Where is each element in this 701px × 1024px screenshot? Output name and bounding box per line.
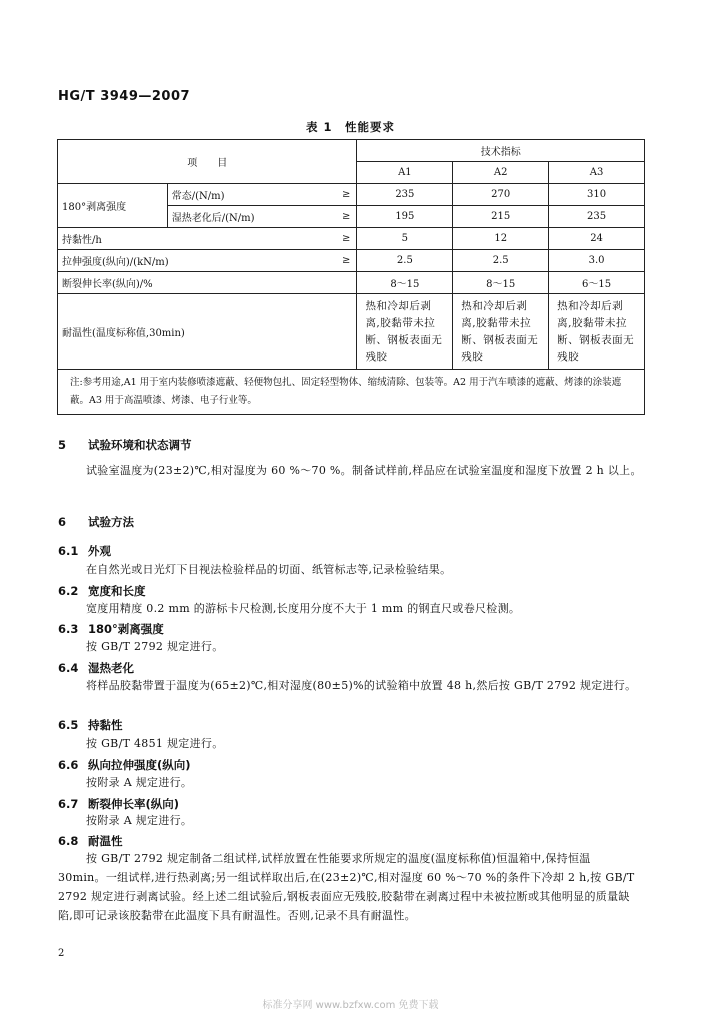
section-6-1-heading: 6.1 外观 (58, 544, 111, 558)
cell-a2: 热和冷却后剥离,胶黏带未拉断、钢板表面无残胶 (453, 294, 549, 370)
row-op: ≥ (317, 228, 357, 250)
col-item-header: 项 目 (58, 140, 357, 184)
row-name: 耐温性(温度标称值,30min) (58, 294, 357, 370)
cell-a3: 235 (549, 206, 645, 228)
row-name: 断裂伸长率(纵向)/% (58, 272, 357, 294)
section-6-8-heading: 6.8 耐温性 (58, 834, 123, 848)
row-op: ≥ (317, 184, 357, 206)
table-row (58, 184, 645, 206)
section-6-6-text: 按附录 A 规定进行。 (86, 776, 193, 789)
performance-table (57, 139, 645, 415)
section-6-3-heading: 6.3 180°剥离强度 (58, 622, 164, 636)
cell-a3: 6～15 (549, 272, 645, 294)
cell-a2: 12 (453, 228, 549, 250)
section-6-heading: 6 试验方法 (58, 515, 134, 529)
section-6-4-heading: 6.4 湿热老化 (58, 661, 134, 675)
section-6-6-heading: 6.6 纵向拉伸强度(纵向) (58, 758, 191, 772)
cell-a1: 195 (357, 206, 453, 228)
cell-a1: 8～15 (357, 272, 453, 294)
cell-a2: 270 (453, 184, 549, 206)
section-6-8-text: 按 GB/T 2792 规定制备二组试样,试样放置在性能要求所规定的温度(温度标称值)恒温箱中,保持恒温 30min。一组试样,进行热剥离;另一组试样取出后,在(23±2)℃,相对湿度 60 %～70 %的条件下冷却 2 h,按 GB/T 2792 规定进行剥离试验。经上述二组试验后,钢板表面应无残胶,胶黏带在剥离过程中未被拉断或其他明显的质量缺陷,即可记录该胶黏带在此温度下具有耐温性。否则,记录不具有耐温性。 (58, 852, 635, 922)
cell-a3: 3.0 (549, 250, 645, 272)
cell-a3: 热和冷却后剥离,胶黏带未拉断、钢板表面无残胶 (549, 294, 645, 370)
table-row (58, 228, 645, 250)
grade-a3: A3 (549, 162, 645, 184)
section-6-5-heading: 6.5 持黏性 (58, 718, 123, 732)
col-tech-header: 技术指标 (357, 140, 645, 162)
table-row (58, 272, 645, 294)
cell-a3: 24 (549, 228, 645, 250)
cell-a1: 5 (357, 228, 453, 250)
cell-a1: 235 (357, 184, 453, 206)
section-6-2-heading: 6.2 宽度和长度 (58, 584, 146, 598)
table-title: 表 1 性能要求 (305, 120, 395, 134)
section-6-3-text: 按 GB/T 2792 规定进行。 (86, 640, 224, 653)
cell-a1: 2.5 (357, 250, 453, 272)
section-6-5-text: 按 GB/T 4851 规定进行。 (86, 737, 224, 750)
row-name: 180°剥离强度 (58, 184, 168, 228)
standard-code: HG/T 3949—2007 (58, 89, 191, 104)
row-name: 拉伸强度(纵向)/(kN/m) (58, 250, 318, 272)
section-5-text: 试验室温度为(23±2)℃,相对湿度为 60 %～70 %。制备试样前,样品应在试验室温度和湿度下放置 2 h 以上。 (86, 464, 642, 477)
page-number: 2 (58, 948, 65, 959)
table-row (58, 250, 645, 272)
table-note-row (58, 370, 645, 415)
row-name: 持黏性/h (58, 228, 318, 250)
cell-a3: 310 (549, 184, 645, 206)
row-op: ≥ (317, 206, 357, 228)
table-header-row (58, 140, 645, 162)
row-op: ≥ (317, 250, 357, 272)
table-row (58, 294, 645, 370)
cell-a2: 2.5 (453, 250, 549, 272)
cell-a2: 215 (453, 206, 549, 228)
row-sub: 湿热老化后/(N/m) (167, 206, 317, 228)
section-6-4-text: 将样品胶黏带置于温度为(65±2)℃,相对湿度(80±5)%的试验箱中放置 48 h,然后按 GB/T 2792 规定进行。 (86, 679, 637, 692)
row-sub: 常态/(N/m) (167, 184, 317, 206)
section-6-1-text: 在自然光或日光灯下目视法检验样品的切面、纸管标志等,记录检验结果。 (86, 563, 452, 576)
section-5-heading: 5 试验环境和状态调节 (58, 438, 192, 452)
cell-a2: 8～15 (453, 272, 549, 294)
section-6-7-heading: 6.7 断裂伸长率(纵向) (58, 797, 180, 811)
watermark: 标准分享网 www.bzfxw.com 免费下载 (262, 1000, 439, 1011)
section-6-2-text: 宽度用精度 0.2 mm 的游标卡尺检测,长度用分度不大于 1 mm 的钢直尺或卷尺检测。 (86, 602, 521, 615)
grade-a1: A1 (357, 162, 453, 184)
table-note: 注:参考用途,A1 用于室内装修喷漆遮蔽、轻便物包扎、固定轻型物体、缩绒清除、包装等。A2 用于汽车喷漆的遮蔽、烤漆的涂装遮蔽。A3 用于高温喷漆、烤漆、电子行业等。 (58, 370, 645, 415)
grade-a2: A2 (453, 162, 549, 184)
cell-a1: 热和冷却后剥离,胶黏带未拉断、钢板表面无残胶 (357, 294, 453, 370)
section-6-7-text: 按附录 A 规定进行。 (86, 814, 193, 827)
